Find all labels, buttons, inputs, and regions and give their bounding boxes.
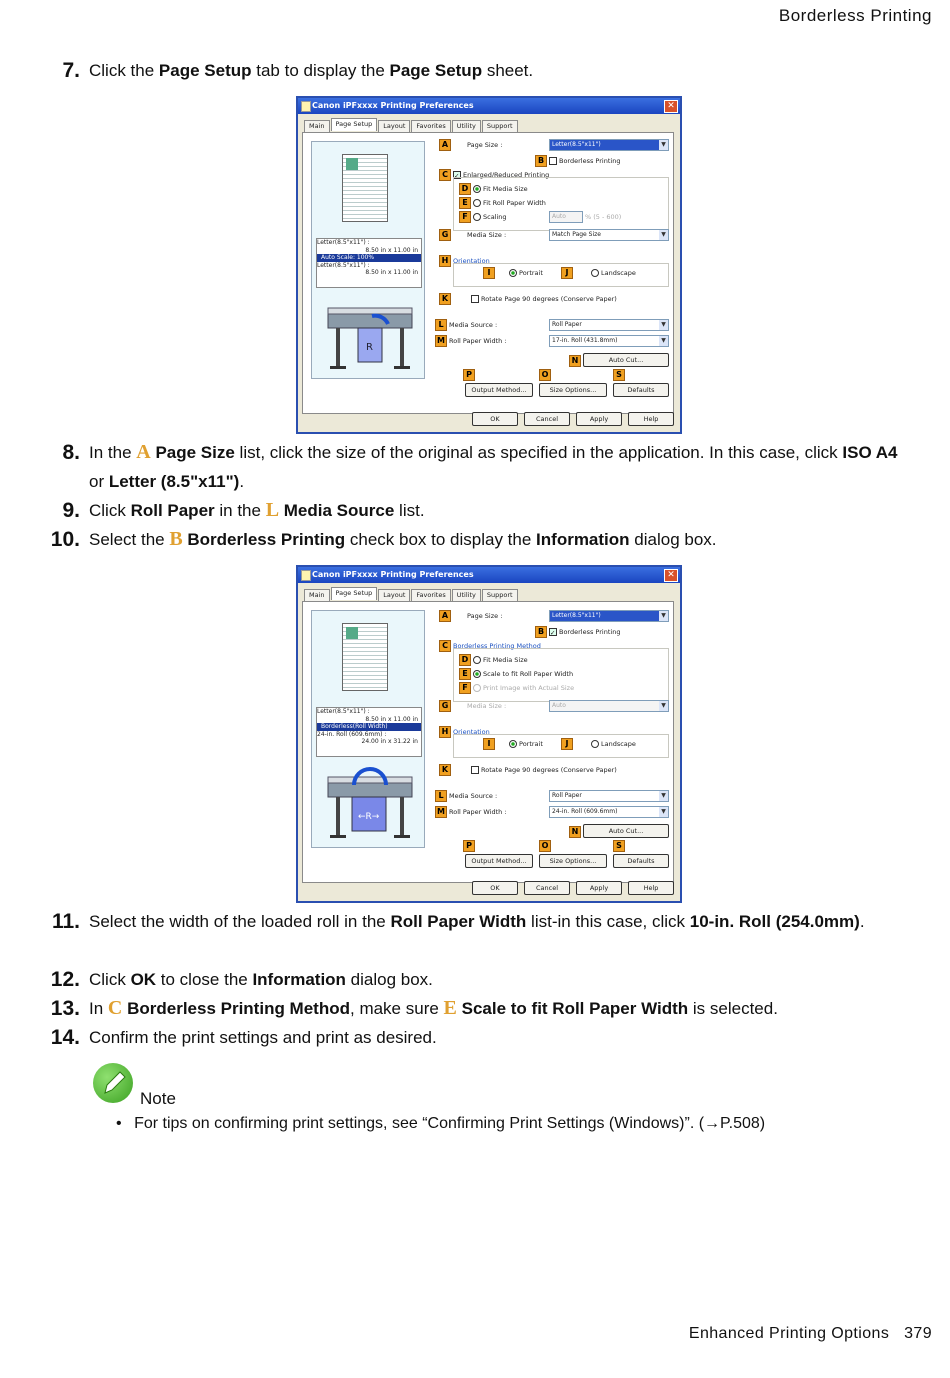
portrait-radio[interactable]: Portrait (509, 740, 543, 748)
step-13: 13. In C Borderless Printing Method, make sure E Scale to fit Roll Paper Width is selected. (40, 994, 900, 1023)
settings-preview (311, 141, 425, 379)
step-14: 14. Confirm the print settings and print as desired. (40, 1023, 900, 1052)
badge-c: C (439, 169, 451, 181)
step-10: 10. Select the B Borderless Printing check box to display the Information dialog box. (40, 525, 900, 554)
defaults-button[interactable]: Defaults (613, 854, 669, 868)
tab-favorites[interactable]: Favorites (411, 120, 450, 133)
page-preview-icon (342, 623, 388, 691)
media-source-select[interactable]: Roll Paper ▼ (549, 790, 669, 802)
badge-n: N (569, 826, 581, 838)
cancel-button[interactable]: Cancel (524, 881, 570, 895)
rotate-page-checkbox[interactable]: Rotate Page 90 degrees (Conserve Paper) (471, 295, 617, 303)
cancel-button[interactable]: Cancel (524, 412, 570, 426)
badge-j: J (561, 267, 573, 279)
badge-i: I (483, 738, 495, 750)
badge-s: S (613, 369, 625, 381)
apply-button[interactable]: Apply (576, 881, 622, 895)
badge-c: C (439, 640, 451, 652)
rotate-page-checkbox[interactable]: Rotate Page 90 degrees (Conserve Paper) (471, 766, 617, 774)
badge-b: B (535, 626, 547, 638)
step-number: 10. (50, 528, 80, 551)
page-setup-panel (302, 601, 674, 883)
media-size-label: Media Size : (467, 231, 507, 239)
running-header: Borderless Printing (778, 6, 932, 25)
landscape-radio[interactable]: Landscape (591, 269, 636, 277)
step-8: 8. In the A Page Size list, click the size of the original as specified in the application. In this case, click ISO A4 or Letter (8.5"x11"). (40, 438, 900, 496)
tab-favorites[interactable]: Favorites (411, 589, 450, 602)
pencil-note-icon (93, 1063, 133, 1103)
chevron-down-icon: ▼ (659, 336, 668, 346)
printer-icon (301, 570, 311, 581)
scale-roll-width-radio[interactable]: Scale to fit Roll Paper Width (473, 670, 573, 678)
ok-button[interactable]: OK (472, 881, 518, 895)
badge-k: K (439, 293, 451, 305)
scaling-radio[interactable]: Scaling (473, 213, 507, 221)
step-12: 12. Click OK to close the Information dialog box. (40, 965, 900, 994)
badge-b: B (535, 155, 547, 167)
output-method-button[interactable]: Output Method... (465, 383, 533, 397)
step-number: 7. (62, 59, 80, 82)
badge-a: A (439, 139, 451, 151)
actual-size-radio[interactable]: Print Image with Actual Size (473, 684, 574, 692)
badge-g: G (439, 700, 451, 712)
badge-e: E (459, 668, 471, 680)
dialog-title-bar: Canon iPFxxxx Printing Preferences ✕ (298, 567, 680, 583)
scaling-range: % (5 - 600) (585, 213, 622, 221)
step-number: 11. (51, 910, 80, 933)
tab-support[interactable]: Support (482, 589, 518, 602)
badge-k: K (439, 764, 451, 776)
badge-n: N (569, 355, 581, 367)
badge-o: O (539, 369, 551, 381)
badge-o: O (539, 840, 551, 852)
page-size-label: Page Size : (467, 141, 503, 149)
fit-media-size-radio[interactable]: Fit Media Size (473, 185, 528, 193)
step-9: 9. Click Roll Paper in the L Media Source list. (40, 496, 900, 525)
page-size-select[interactable]: Letter(8.5"x11") ▼ (549, 610, 669, 622)
tab-page-setup[interactable]: Page Setup (331, 587, 378, 600)
badge-e: E (459, 197, 471, 209)
chevron-down-icon: ▼ (659, 230, 668, 240)
page-setup-panel (302, 132, 674, 414)
tab-utility[interactable]: Utility (452, 120, 481, 133)
page-number: 379 (904, 1325, 932, 1342)
page-preview-icon (342, 154, 388, 222)
orientation-label: Orientation (453, 257, 490, 265)
badge-i: I (483, 267, 495, 279)
printer-illustration-icon (322, 763, 418, 843)
ok-button[interactable]: OK (472, 412, 518, 426)
tab-main[interactable]: Main (304, 589, 330, 602)
help-button[interactable]: Help (628, 412, 674, 426)
settings-preview (311, 610, 425, 848)
roll-width-label: Roll Paper Width : (449, 808, 507, 816)
help-button[interactable]: Help (628, 881, 674, 895)
step-number: 14. (50, 1026, 80, 1049)
roll-width-select[interactable]: 17-in. Roll (431.8mm) ▼ (549, 335, 669, 347)
step-number: 12. (50, 968, 80, 991)
media-source-label: Media Source : (449, 321, 498, 329)
borderless-checkbox[interactable]: ✓ Borderless Printing (550, 628, 621, 637)
close-button[interactable]: ✕ (664, 100, 678, 113)
badge-a: A (439, 610, 451, 622)
step-number: 9. (62, 499, 80, 522)
tab-layout[interactable]: Layout (378, 589, 410, 602)
badge-h: H (439, 726, 451, 738)
page-size-select[interactable]: Letter(8.5"x11") ▼ (549, 139, 669, 151)
note-item (116, 1115, 765, 1133)
roll-width-label: Roll Paper Width : (449, 337, 507, 345)
chevron-down-icon: ▼ (659, 140, 668, 150)
badge-d: D (459, 183, 471, 195)
media-size-select[interactable]: Auto ▼ (549, 700, 669, 712)
output-method-button[interactable]: Output Method... (465, 854, 533, 868)
step-11: 11. Select the width of the loaded roll in the Roll Paper Width list-in this case, click 10-in. Roll (254.0mm). (40, 907, 900, 936)
badge-s: S (613, 840, 625, 852)
step-number: 13. (50, 997, 80, 1020)
auto-cut-button[interactable]: Auto Cut... (583, 353, 669, 367)
size-info-box: Letter(8.5"x11") : 8.50 in x 11.00 in Auto Scale: 100% Letter(8.5"x11") : 8.50 in x 11.00 in (316, 238, 422, 288)
fit-media-size-radio[interactable]: Fit Media Size (473, 656, 528, 664)
badge-d: D (459, 654, 471, 666)
printing-preferences-dialog-2 (296, 565, 682, 903)
apply-button[interactable]: Apply (576, 412, 622, 426)
note-link-text[interactable]: For tips on confirming print settings, see “Confirming Print Settings (Windows)”. (→P.508) (134, 1115, 766, 1132)
tab-layout[interactable]: Layout (378, 120, 410, 133)
printing-preferences-dialog-1 (296, 96, 682, 434)
portrait-radio[interactable]: Portrait (509, 269, 543, 277)
size-info-box: Letter(8.5"x11") : 8.50 in x 11.00 in Borderless(Roll Width) 24-in. Roll (609.6mm) : 24.00 in x 31.22 in (316, 707, 422, 757)
badge-m: M (435, 806, 447, 818)
size-options-button[interactable]: Size Options... (539, 383, 607, 397)
roll-width-select[interactable]: 24-in. Roll (609.6mm) ▼ (549, 806, 669, 818)
chevron-down-icon: ▼ (659, 807, 668, 817)
footer-section: Enhanced Printing Options (688, 1325, 890, 1342)
badge-h: H (439, 255, 451, 267)
svg-text:←R→: ←R→ (358, 812, 380, 822)
tab-support[interactable]: Support (482, 120, 518, 133)
tab-utility[interactable]: Utility (452, 589, 481, 602)
chevron-down-icon: ▼ (659, 611, 668, 621)
badge-f: F (459, 682, 471, 694)
media-size-select[interactable]: Match Page Size ▼ (549, 229, 669, 241)
badge-g: G (439, 229, 451, 241)
landscape-radio[interactable]: Landscape (591, 740, 636, 748)
badge-l: L (435, 319, 447, 331)
dialog-title-bar: Canon iPFxxxx Printing Preferences ✕ (298, 98, 680, 114)
bullet-icon: • (116, 1115, 122, 1132)
size-options-button[interactable]: Size Options... (539, 854, 607, 868)
defaults-button[interactable]: Defaults (613, 383, 669, 397)
media-size-label: Media Size : (467, 702, 507, 710)
step-number: 8. (62, 441, 80, 464)
badge-f: F (459, 211, 471, 223)
chevron-down-icon: ▼ (659, 791, 668, 801)
media-source-select[interactable]: Roll Paper ▼ (549, 319, 669, 331)
tab-page-setup[interactable]: Page Setup (331, 118, 378, 131)
running-footer (689, 1325, 932, 1343)
close-button[interactable]: ✕ (664, 569, 678, 582)
borderless-method-label: Borderless Printing Method (453, 642, 541, 650)
chevron-down-icon: ▼ (659, 320, 668, 330)
step-7: 7. Click the Page Setup tab to display the Page Setup sheet. (40, 56, 900, 85)
orientation-label: Orientation (453, 728, 490, 736)
enlarged-reduced-checkbox[interactable]: ✓ Enlarged/Reduced Printing (454, 171, 550, 180)
svg-text:R: R (366, 342, 373, 353)
auto-cut-button[interactable]: Auto Cut... (583, 824, 669, 838)
chevron-down-icon: ▼ (659, 701, 668, 711)
badge-p: P (463, 840, 475, 852)
tab-main[interactable]: Main (304, 120, 330, 133)
fit-roll-width-radio[interactable]: Fit Roll Paper Width (473, 199, 546, 207)
printer-icon (301, 101, 311, 112)
borderless-checkbox[interactable]: Borderless Printing (549, 157, 620, 165)
printer-illustration-icon (322, 294, 418, 374)
note-title: Note (140, 1089, 176, 1108)
scaling-input[interactable]: Auto (549, 211, 583, 223)
badge-m: M (435, 335, 447, 347)
badge-j: J (561, 738, 573, 750)
page-size-label: Page Size : (467, 612, 503, 620)
badge-l: L (435, 790, 447, 802)
badge-p: P (463, 369, 475, 381)
media-source-label: Media Source : (449, 792, 498, 800)
